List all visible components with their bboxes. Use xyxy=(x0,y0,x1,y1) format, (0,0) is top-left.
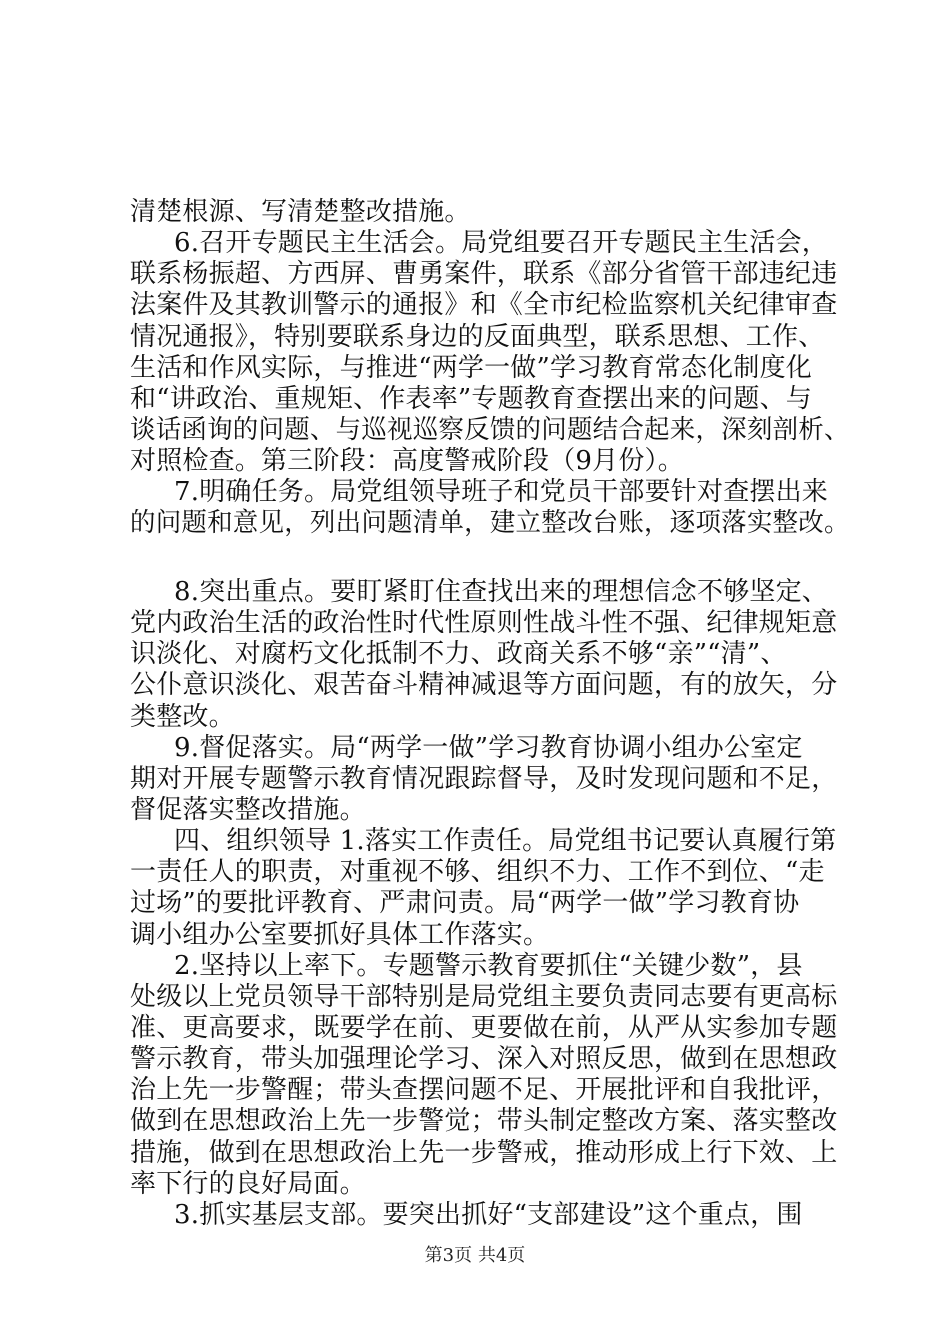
text-line: 党内政治生活的政治性时代性原则性战斗性不强、纪律规矩意 xyxy=(130,608,838,639)
text-line: 措施，做到在思想政治上先一步警戒，推动形成上行下效、上 xyxy=(130,1137,838,1168)
page-number: 第3页 共4页 xyxy=(424,1245,526,1266)
text-line: 清楚根源、写清楚整改措施。 xyxy=(130,197,471,227)
text-line: 生活和作风实际，与推进“两学一做”学习教育常态化制度化 xyxy=(130,352,812,383)
text-line: 督促落实整改措施。 xyxy=(130,794,366,825)
text-line: 8.突出重点。要盯紧盯住查找出来的理想信念不够坚定、 xyxy=(174,576,829,607)
text-line: 警示教育，带头加强理论学习、深入对照反思，做到在思想政 xyxy=(130,1044,838,1075)
page-footer xyxy=(0,1244,950,1268)
text-line: 处级以上党员领导干部特别是局党组主要负责同志要有更高标 xyxy=(130,981,838,1012)
text-line: 的问题和意见，列出问题清单，建立整改台账，逐项落实整改。 xyxy=(130,508,850,539)
text-line: 7.明确任务。局党组领导班子和党员干部要针对查摆出来 xyxy=(174,477,829,508)
text-line: 公仆意识淡化、艰苦奋斗精神减退等方面问题，有的放矢，分 xyxy=(130,670,838,701)
text-line: 6.召开专题民主生活会。局党组要召开专题民主生活会， xyxy=(174,228,829,259)
text-line: 做到在思想政治上先一步警觉；带头制定整改方案、落实整改 xyxy=(130,1106,838,1137)
text-line: 类整改。 xyxy=(130,701,235,732)
text-line: 识淡化、对腐朽文化抵制不力、政商关系不够“亲”“清”、 xyxy=(130,639,787,670)
text-line: 期对开展专题警示教育情况跟踪督导，及时发现问题和不足， xyxy=(130,763,838,794)
text-line: 情况通报》，特别要联系身边的反面典型，联系思想、工作、 xyxy=(130,321,825,352)
text-line: 四、组织领导 1.落实工作责任。局党组书记要认真履行第 xyxy=(174,826,837,857)
text-line: 一责任人的职责，对重视不够、组织不力、工作不到位、“走 xyxy=(130,857,825,888)
text-line: 和“讲政治、重规矩、作表率”专题教育查摆出来的问题、与 xyxy=(130,383,812,414)
text-line: 准、更高要求，既要学在前、更要做在前，从严从实参加专题 xyxy=(130,1012,838,1043)
text-line: 调小组办公室要抓好具体工作落实。 xyxy=(130,919,550,950)
text-line: 谈话函询的问题、与巡视巡察反馈的问题结合起来，深刻剖析、 xyxy=(130,415,850,445)
text-line: 法案件及其教训警示的通报》和《全市纪检监察机关纪律审查 xyxy=(130,290,838,321)
text-line: 9.督促落实。局“两学一做”学习教育协调小组办公室定 xyxy=(174,732,803,763)
text-line: 联系杨振超、方西屏、曹勇案件，联系《部分省管干部违纪违 xyxy=(130,259,838,290)
text-line: 3.抓实基层支部。要突出抓好“支部建设”这个重点，围 xyxy=(174,1199,803,1230)
text-line: 治上先一步警醒；带头查摆问题不足、开展批评和自我批评， xyxy=(130,1075,838,1106)
text-line: 对照检查。第三阶段：高度警戒阶段（9月份）。 xyxy=(130,446,684,477)
text-line: 2.坚持以上率下。专题警示教育要抓住“关键少数”，县 xyxy=(174,950,803,981)
text-line: 过场”的要批评教育、严肃问责。局“两学一做”学习教育协 xyxy=(130,888,800,919)
text-line: 率下行的良好局面。 xyxy=(130,1168,366,1199)
